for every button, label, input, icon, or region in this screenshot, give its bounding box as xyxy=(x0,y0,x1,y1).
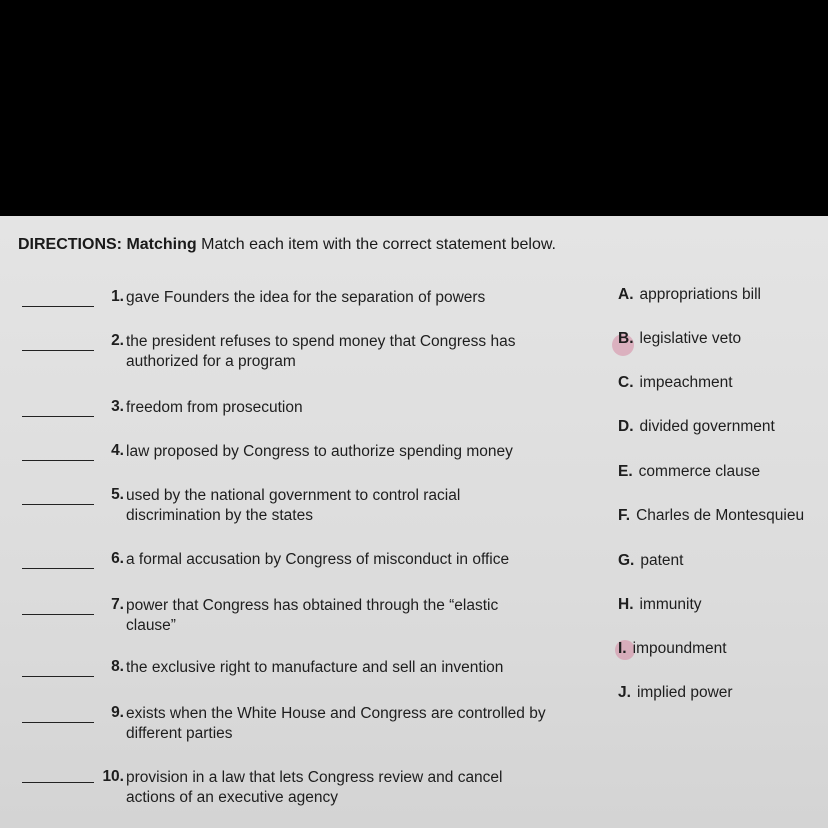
answer-blank[interactable] xyxy=(22,416,94,417)
question-text: freedom from prosecution xyxy=(126,399,303,416)
answer-blank[interactable] xyxy=(22,722,94,723)
question-text: law proposed by Congress to authorize spending money xyxy=(126,443,513,460)
answer-blank[interactable] xyxy=(22,568,94,569)
option-text: divided government xyxy=(639,418,775,435)
option-j xyxy=(618,684,733,702)
option-h xyxy=(618,596,702,614)
option-d xyxy=(618,418,775,436)
answer-blank[interactable] xyxy=(22,350,94,351)
directions-label: DIRECTIONS: xyxy=(18,236,122,253)
option-letter: H. xyxy=(618,596,634,613)
answer-blank[interactable] xyxy=(22,460,94,461)
directions-type: Matching xyxy=(126,236,197,253)
directions xyxy=(18,236,556,254)
option-c xyxy=(618,374,733,392)
question-text: gave Founders the idea for the separation of powers xyxy=(126,289,486,306)
option-g xyxy=(618,552,683,570)
answer-blank[interactable] xyxy=(22,782,94,783)
option-b xyxy=(618,330,741,348)
question-text: the exclusive right to manufacture and sell an invention xyxy=(126,659,504,676)
option-text: patent xyxy=(640,552,684,569)
question-number: 4. xyxy=(111,442,124,459)
question-number: 3. xyxy=(111,398,124,415)
option-letter: G. xyxy=(618,552,635,569)
option-i xyxy=(618,640,727,658)
option-text: impoundment xyxy=(632,640,727,657)
worksheet xyxy=(0,216,828,828)
option-text: legislative veto xyxy=(639,330,742,347)
answer-blank[interactable] xyxy=(22,676,94,677)
question-text: power that Congress has obtained through the “elastic clause” xyxy=(126,597,499,634)
option-letter: J. xyxy=(618,684,631,701)
option-letter: I. xyxy=(618,640,627,657)
answer-blank[interactable] xyxy=(22,504,94,505)
question-number: 7. xyxy=(111,596,124,613)
answer-blank[interactable] xyxy=(22,614,94,615)
option-text: appropriations bill xyxy=(639,286,761,303)
option-letter: C. xyxy=(618,374,634,391)
question-number: 2. xyxy=(111,332,124,349)
option-text: implied power xyxy=(636,684,733,701)
option-text: Charles de Montesquieu xyxy=(636,507,805,524)
question-number: 9. xyxy=(111,704,124,721)
question-number: 1. xyxy=(111,288,124,305)
question-text: the president refuses to spend money that Congress has authorized for a program xyxy=(126,333,516,370)
directions-instruction: Match each item with the correct statement below. xyxy=(201,236,556,253)
question-text: a formal accusation by Congress of misconduct in office xyxy=(126,551,510,568)
question-text: used by the national government to control racial discrimination by the states xyxy=(126,487,461,524)
option-e xyxy=(618,463,760,481)
option-letter: F. xyxy=(618,507,631,524)
answer-blank[interactable] xyxy=(22,306,94,307)
question-number: 8. xyxy=(111,658,124,675)
option-letter: D. xyxy=(618,418,634,435)
question-text: provision in a law that lets Congress review and cancel actions of an executive agency xyxy=(126,769,503,806)
question-number: 5. xyxy=(111,486,124,503)
option-letter: E. xyxy=(618,463,633,480)
option-a xyxy=(618,286,761,304)
option-text: commerce clause xyxy=(638,463,761,480)
question-text: exists when the White House and Congress are controlled by different parties xyxy=(126,705,546,742)
question-number: 6. xyxy=(111,550,124,567)
question-number: 10. xyxy=(102,768,124,785)
option-letter: B. xyxy=(618,330,634,347)
option-text: immunity xyxy=(639,596,702,613)
option-text: impeachment xyxy=(639,374,733,391)
option-f xyxy=(618,507,804,525)
option-letter: A. xyxy=(618,286,634,303)
